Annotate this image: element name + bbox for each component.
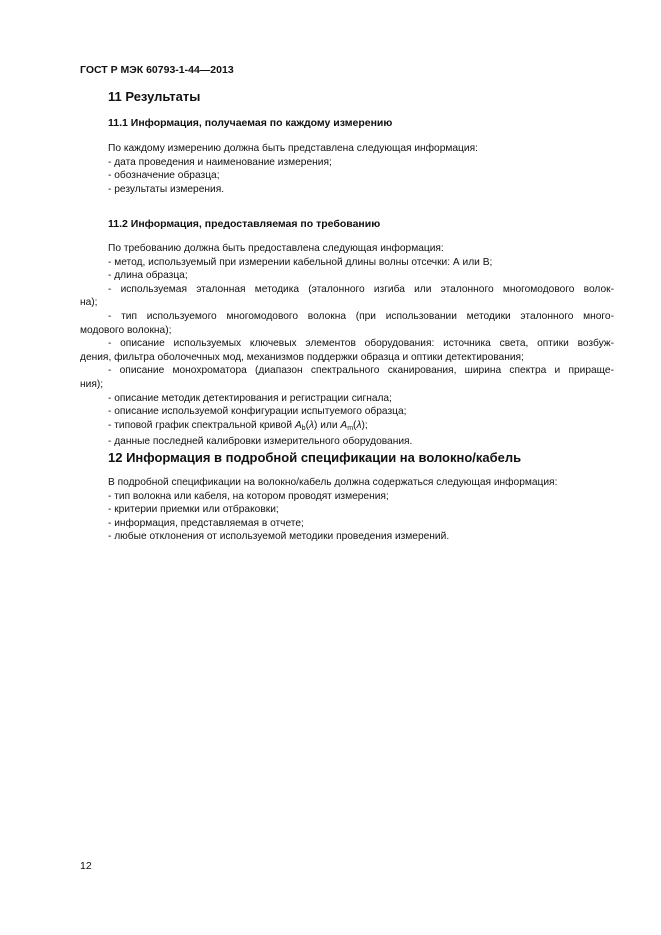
- paragraph: По каждому измерению должна быть представлена следующая информация:: [108, 143, 478, 154]
- list-item: - тип волокна или кабеля, на котором проводят измерения;: [108, 490, 389, 502]
- list-item-continuation: ния);: [80, 378, 104, 390]
- list-item: - информация, представляемая в отчете;: [108, 517, 304, 529]
- list-item: - описание используемых ключевых элементов оборудования: источника света, оптики возбуж-: [108, 338, 614, 350]
- subsection-11-2-body: [80, 242, 614, 449]
- list-item: - описание монохроматора (диапазон спектрального сканирования, ширина спектра и прираще-: [108, 365, 614, 377]
- document-header: ГОСТ Р МЭК 60793-1-44—2013: [80, 64, 234, 76]
- symbol-a: A: [294, 419, 302, 431]
- list-item: - дата проведения и наименование измерения;: [108, 156, 332, 168]
- list-item-continuation: дения, фильтра оболочечных мод, механизмов поддержки образца и оптики детектирования;: [80, 351, 524, 363]
- symbol-a: A: [340, 419, 348, 431]
- list-item: - данные последней калибровки измерительного оборудования.: [108, 436, 413, 448]
- list-item: - используемая эталонная методика (эталонного изгиба или эталонного многомодового волок-: [108, 283, 614, 295]
- list-item: - тип используемого многомодового волокна (при использовании методики эталонного много-: [108, 310, 614, 322]
- list-item-continuation: модового волокна);: [80, 324, 172, 336]
- list-item: - метод, используемый при измерении кабельной длины волны отсечки: А или В;: [108, 256, 493, 268]
- lambda-arg: (λ): [353, 419, 365, 431]
- list-item: - описание методик детектирования и регистрации сигнала;: [108, 392, 392, 404]
- paragraph: В подробной спецификации на волокно/кабель должна содержаться следующая информация:: [108, 477, 558, 488]
- section-12-title: 12 Информация в подробной спецификации на волокно/кабель: [108, 450, 522, 465]
- lambda-arg: (λ): [305, 419, 318, 431]
- text: ;: [364, 419, 368, 431]
- subscript-b: b: [301, 424, 306, 432]
- list-item-continuation: на);: [80, 297, 98, 309]
- list-item: - описание используемой конфигурации испытуемого образца;: [108, 406, 407, 418]
- list-item: - результаты измерения.: [108, 183, 225, 195]
- list-item-spectral-curve: [80, 419, 614, 436]
- subsection-11-1-body: [80, 142, 614, 196]
- text: или: [317, 419, 341, 431]
- section-12-body: [80, 476, 614, 544]
- page-number: 12: [80, 860, 92, 872]
- list-item: - критерии приемки или отбраковки;: [108, 504, 279, 516]
- list-item: - обозначение образца;: [108, 170, 220, 182]
- subsection-11-1-title: 11.1 Информация, получаемая по каждому измерению: [108, 117, 393, 129]
- section-11-title: 11 Результаты: [108, 89, 201, 104]
- text: - типовой график спектральной кривой: [108, 419, 295, 431]
- list-item: - длина образца;: [108, 270, 188, 282]
- list-item: - любые отклонения от используемой методики проведения измерений.: [108, 531, 450, 543]
- paragraph: По требованию должна быть предоставлена следующая информация:: [108, 243, 444, 254]
- subscript-m: m: [347, 424, 354, 432]
- subsection-11-2-title: 11.2 Информация, предоставляемая по требованию: [108, 218, 381, 230]
